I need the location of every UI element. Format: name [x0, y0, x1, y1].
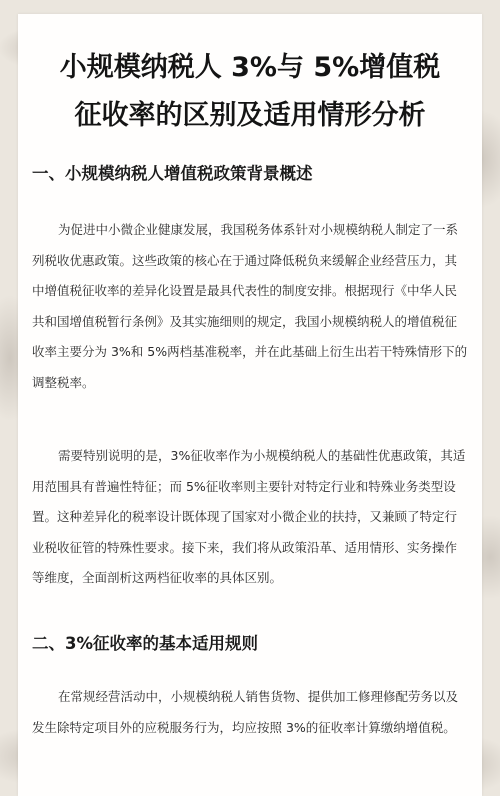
section-heading-1: 一、小规模纳税人增值税政策背景概述 — [32, 164, 313, 183]
title-line-2: 征收率的区别及适用情形分析 — [74, 100, 426, 131]
text-line: 调整税率。 — [32, 374, 95, 390]
text-line: 为促进中小微企业健康发展，我国税务体系针对小规模纳税人制定了一系 — [58, 222, 459, 237]
text-line: 列税收优惠政策。这些政策的核心在于通过降低税负来缓解企业经营压力，其 — [32, 252, 458, 268]
paragraph-2 — [32, 441, 472, 594]
text-line: 共和国增值税暂行条例》及其实施细则的规定，我国小规模纳税人的增值税征 — [32, 313, 458, 329]
paragraph-3 — [32, 682, 472, 743]
text-line: 业税收征管的特殊性要求。接下来，我们将从政策沿革、适用情形、实务操作 — [32, 539, 458, 555]
text-line: 中增值税征收率的差异化设置是最具代表性的制度安排。根据现行《中华人民 — [32, 283, 458, 298]
title-line-1: 小规模纳税人 3%与 5%增值税 — [59, 52, 441, 83]
text-line: 需要特别说明的是，3%征收率作为小规模纳税人的基础性优惠政策，其适 — [58, 448, 466, 463]
text-line: 置。这种差异化的税率设计既体现了国家对小微企业的扶持，又兼顾了特定行 — [32, 509, 458, 524]
text-line: 用范围具有普遍性特征；而 5%征收率则主要针对特定行业和特殊业务类型设 — [32, 478, 456, 494]
text-line: 发生除特定项目外的应税服务行为，均应按照 3%的征收率计算缴纳增值税。 — [32, 719, 456, 735]
paragraph-1 — [32, 215, 472, 398]
document-page — [18, 14, 482, 796]
text-line: 等维度，全面剖析这两档征收率的具体区别。 — [32, 570, 283, 585]
text-line: 收率主要分为 3%和 5%两档基准税率，并在此基础上衍生出若干特殊情形下的 — [32, 344, 468, 359]
document-title — [18, 44, 482, 140]
text-line: 在常规经营活动中，小规模纳税人销售货物、提供加工修理修配劳务以及 — [58, 689, 459, 704]
section-heading-2: 二、3%征收率的基本适用规则 — [32, 634, 259, 653]
